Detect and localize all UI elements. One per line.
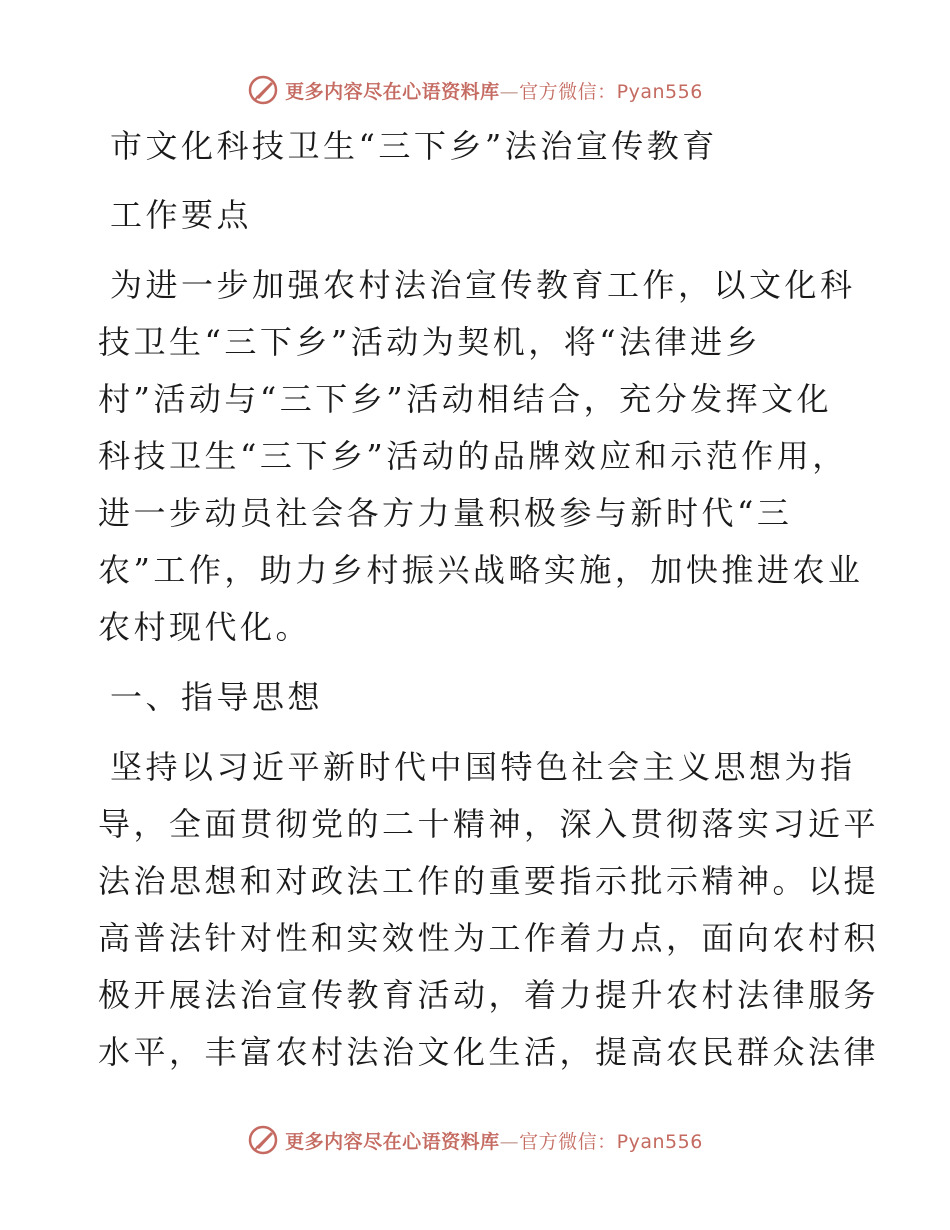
watermark-separator: —	[499, 80, 520, 103]
intro-line: 农”工作，助力乡村振兴战略实施，加快推进农业	[98, 551, 864, 589]
section1-line: 导，全面贯彻党的二十精神，深入贯彻落实习近平	[98, 805, 880, 843]
intro-line: 农村现代化。	[98, 608, 312, 646]
quill-pen-logo-icon	[247, 1124, 279, 1156]
section1-paragraph	[98, 739, 880, 1081]
watermark-separator: —	[499, 1130, 520, 1153]
section-heading: 一、指导思想	[110, 678, 324, 716]
section1-line: 水平，丰富农村法治文化生活，提高农民群众法律	[98, 1033, 880, 1071]
watermark-banner-bottom	[0, 1120, 950, 1160]
watermark-banner-top	[0, 70, 950, 110]
section1-line: 极开展法治宣传教育活动，着力提升农村法律服务	[98, 976, 880, 1014]
intro-line: 为进一步加强农村法治宣传教育工作，以文化科	[110, 266, 856, 304]
intro-line: 科技卫生“三下乡”活动的品牌效应和示范作用，	[98, 437, 848, 475]
watermark-site-text: 更多内容尽在心语资料库	[285, 1130, 500, 1153]
watermark-wechat-text: 官方微信：Pyan556	[519, 80, 703, 103]
watermark-text	[285, 77, 703, 104]
intro-line: 技卫生“三下乡”活动为契机，将“法律进乡	[98, 323, 762, 361]
section1-line: 坚持以习近平新时代中国特色社会主义思想为指	[110, 748, 856, 786]
watermark-wechat-text: 官方微信：Pyan556	[519, 1130, 703, 1153]
section1-line: 法治思想和对政法工作的重要指示批示精神。以提	[98, 862, 880, 900]
section1-line: 高普法针对性和实效性为工作着力点，面向农村积	[98, 919, 880, 957]
intro-line: 村”活动与“三下乡”活动相结合，充分发挥文化	[98, 380, 833, 418]
document-title-line-2: 工作要点	[110, 196, 253, 234]
intro-paragraph	[98, 257, 868, 656]
intro-line: 进一步动员社会各方力量积极参与新时代“三	[98, 494, 793, 532]
watermark-site-text: 更多内容尽在心语资料库	[285, 80, 500, 103]
watermark-text	[285, 1127, 703, 1154]
document-body	[98, 118, 880, 1081]
quill-pen-logo-icon	[247, 74, 279, 106]
document-title-line-1: 市文化科技卫生“三下乡”法治宣传教育	[110, 127, 718, 165]
